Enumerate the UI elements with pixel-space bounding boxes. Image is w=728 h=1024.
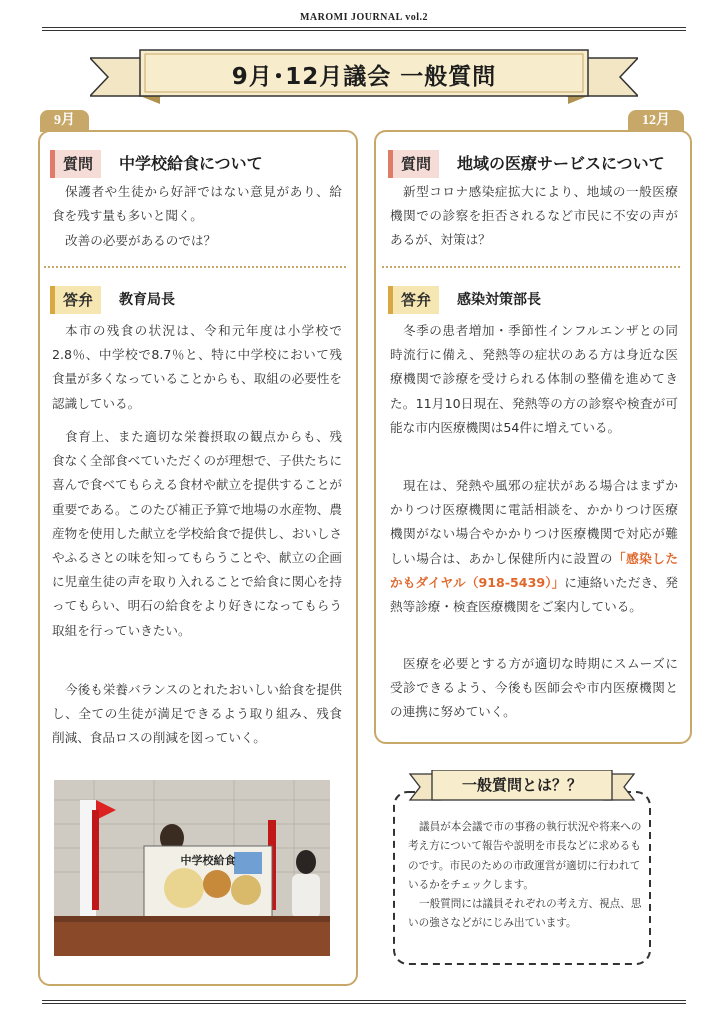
bottom-rule-thin — [42, 1003, 686, 1004]
answer-text: 医療を必要とする方が適切な時期にスムーズに受診できるよう、今後も医師会や市内医療機関との連携に努めていく。 — [390, 656, 678, 720]
answer-text-part: に連絡いただき、発熱等診療・検査医療機関をご案内している。 — [390, 574, 679, 615]
dotted-divider — [44, 266, 346, 268]
answer-text-part: 現在は、発熱や風邪の症状がある場合はまずかかりつけ医療機関に電話相談を、かかりつけ医療機関がない場合やかかりつけ医療機関で対応が難しい場合は、あかし保健所内に設置の — [390, 478, 678, 566]
question-text: 保護者や生徒から好評ではない意見があり、給食を残す量も多いと聞く。 — [52, 184, 342, 224]
question-title: 地域の医療サービスについて — [457, 154, 665, 173]
title-banner — [90, 48, 638, 104]
answer-text: 今後も栄養バランスのとれたおいしい給食を提供し、全ての生徒が満足できるよう取り組み、残食削減、食品ロスの削減を図っていく。 — [52, 682, 342, 746]
photo-sign-text: 中学校給食 — [180, 854, 236, 867]
top-rule — [42, 27, 686, 28]
explainer-box — [388, 770, 656, 970]
question-badge: 質問 — [388, 150, 439, 178]
explainer-paragraph: 議員が本会議で市の事務の執行状況や将来への考え方について報告や説明を市長などに求めるものです。市民のための市政運営が適切に行われているかをチェックします。 — [408, 821, 642, 891]
answer-speaker: 感染対策部長 — [457, 292, 541, 308]
question-text: 改善の必要があるのでは？ — [65, 233, 217, 248]
question-badge: 質問 — [50, 150, 101, 178]
answer-text — [390, 474, 678, 619]
answer-speaker: 教育局長 — [119, 292, 175, 308]
question-title: 中学校給食について — [119, 154, 263, 173]
top-rule-thin — [42, 30, 686, 31]
photo-school-lunch-presentation — [54, 780, 330, 956]
bottom-rule — [42, 1000, 686, 1001]
dotted-divider — [382, 266, 680, 268]
tab-september: 9月 — [40, 110, 89, 132]
answer-text: 冬季の患者増加・季節性インフルエンザとの同時流行に備え、発熱等の症状のある方は身近な医療機関で診療を受けられる体制の整備を進めてきた。11月10日現在、発熱等の方の診察や検査が可能な市内医療機関は54件に増えている。 — [390, 323, 678, 435]
answer-badge: 答弁 — [50, 286, 101, 314]
answer-badge: 答弁 — [388, 286, 439, 314]
explainer-title: 一般質問とは？？ — [461, 776, 582, 794]
answer-text: 食育上、また適切な栄養摂取の観点からも、残食なく全部食べていただくのが理想で、子供たちに喜んで食べてもらえる食材や献立を提供することが重要である。このたび補正予算で地場の水産物、農産物を使用した献立を学校給食で提供し、おいしさやふるさとの味を知ってもらうことや、献立の企画に児童生徒の声を取り入れることで給食に関心を持ってもらい、明石の給食をより好きになってもらう取組を行っていきたい。 — [52, 429, 342, 638]
tab-december: 12月 — [628, 110, 684, 132]
masthead: MAROMI JOURNAL vol.2 — [299, 12, 429, 23]
hotline-highlight: 「感染したかもダイヤル（918-5439）」 — [390, 550, 679, 590]
explainer-paragraph: 一般質問には議員それぞれの考え方、視点、思いの強さなどがにじみ出ています。 — [408, 898, 642, 930]
question-text: 新型コロナ感染症拡大により、地域の一般医療機関での診察を拒否されるなど市民に不安の声があるが、対策は？ — [390, 184, 678, 248]
page-title: 9月･12月議会 一般質問 — [231, 64, 497, 90]
answer-text: 本市の残食の状況は、令和元年度は小学校で2.8％、中学校で8.7％と、特に中学校において残食量が多くなっていることからも、取組の必要性を認識している。 — [52, 323, 342, 411]
explainer-text — [408, 818, 644, 934]
